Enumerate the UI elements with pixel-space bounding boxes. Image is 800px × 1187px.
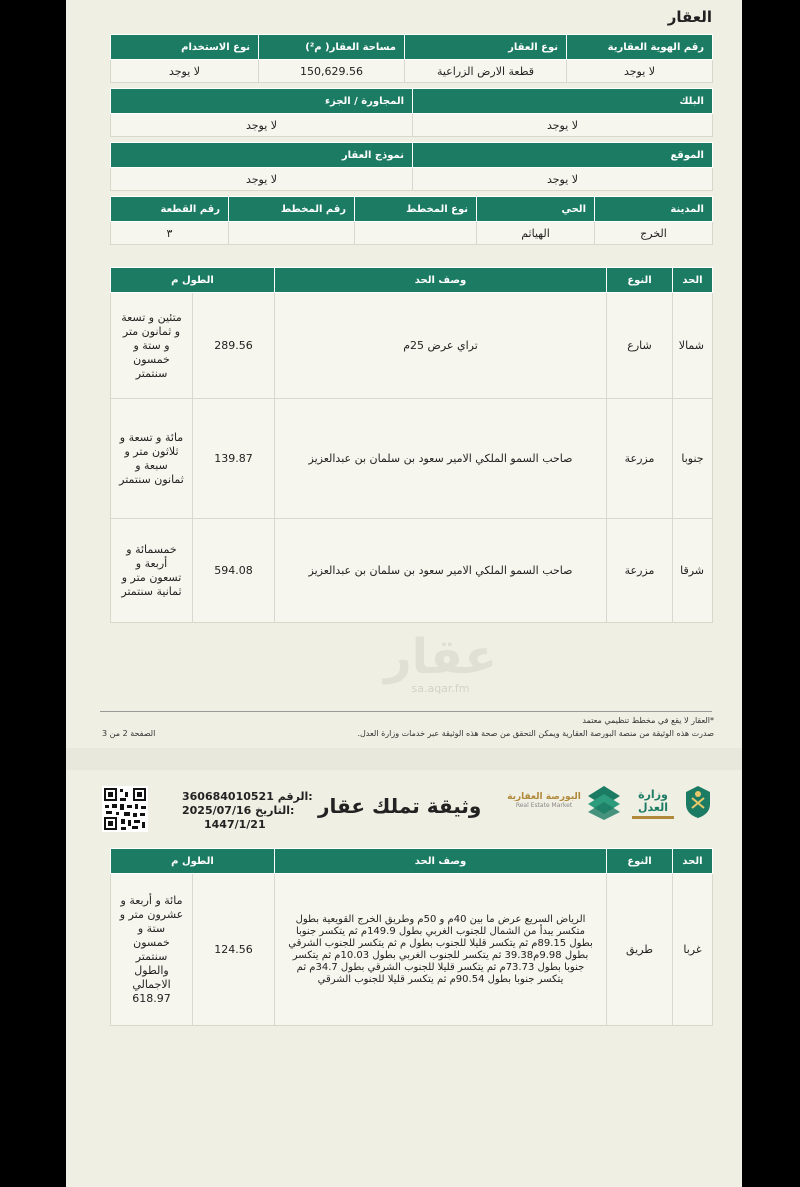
value-property-area: 150,629.56 bbox=[259, 60, 405, 83]
watermark-brand: عقار bbox=[384, 629, 497, 685]
value-plan-number bbox=[229, 222, 355, 245]
boundary-description: تراي عرض 25م bbox=[275, 293, 607, 399]
block-table bbox=[110, 88, 713, 137]
boundary-length-words: متئين و تسعة و ثمانون متر و ستة و خمسون سنتمتر bbox=[111, 293, 193, 399]
page-break bbox=[66, 748, 742, 770]
boundary-side: غربا bbox=[673, 874, 713, 1026]
header-neighborhood-part: المجاورة / الجزء bbox=[111, 89, 413, 114]
header-district: الحي bbox=[477, 197, 595, 222]
header-plot-number: رقم القطعة bbox=[111, 197, 229, 222]
boundary-length-words: مائة و أربعة و عشرون متر و ستة و خمسون سنتمتر والطول الاجمالي 618.97 bbox=[111, 874, 193, 1026]
value-block: لا يوجد bbox=[413, 114, 713, 137]
table-row bbox=[111, 519, 713, 623]
header-property-area: مساحة العقار( م²) bbox=[259, 35, 405, 60]
value-property-model: لا يوجد bbox=[111, 168, 413, 191]
ministry-of-justice-logo bbox=[626, 788, 680, 821]
footer-divider bbox=[100, 711, 712, 712]
header-plan-number: رقم المخطط bbox=[229, 197, 355, 222]
boundary-length: 139.87 bbox=[193, 399, 275, 519]
boundary-length: 289.56 bbox=[193, 293, 275, 399]
value-usage-type: لا يوجد bbox=[111, 60, 259, 83]
header-type: النوع bbox=[607, 849, 673, 874]
doc-hijri-date: 1447/1/21 bbox=[204, 818, 266, 831]
property-info-table bbox=[110, 34, 713, 83]
value-property-id: لا يوجد bbox=[567, 60, 713, 83]
document-header bbox=[66, 778, 742, 838]
boundary-type: طريق bbox=[607, 874, 673, 1026]
qr-code bbox=[102, 786, 148, 832]
footer-note-1: *العقار لا يقع في مخطط تنظيمي معتمد bbox=[582, 716, 714, 725]
header-side: الحد bbox=[673, 849, 713, 874]
table-row bbox=[111, 399, 713, 519]
boundary-side: جنوبا bbox=[673, 399, 713, 519]
header-side: الحد bbox=[673, 268, 713, 293]
ministry-logo-text: وزارة العدل bbox=[637, 788, 668, 814]
header-usage-type: نوع الاستخدام bbox=[111, 35, 259, 60]
boundary-side: شمالا bbox=[673, 293, 713, 399]
boundary-length-words: مائة و تسعة و ثلاثون متر و سبعة و ثمانون سنتمتر bbox=[111, 399, 193, 519]
doc-date-label: التاريخ: bbox=[255, 804, 295, 817]
table-row bbox=[111, 874, 713, 1026]
header-description: وصف الحد bbox=[275, 268, 607, 293]
boundary-type: مزرعة bbox=[607, 519, 673, 623]
header-length: الطول م bbox=[111, 849, 275, 874]
boundary-type: مزرعة bbox=[607, 399, 673, 519]
boundary-length: 124.56 bbox=[193, 874, 275, 1026]
building-icon bbox=[586, 784, 622, 820]
boundary-length: 594.08 bbox=[193, 519, 275, 623]
header-city: المدينة bbox=[595, 197, 713, 222]
ministry-logo-rule bbox=[632, 816, 674, 819]
boundary-length-words: خمسمائة و أربعة و تسعون متر و ثمانية سنتمتر bbox=[111, 519, 193, 623]
boundary-side: شرقا bbox=[673, 519, 713, 623]
header-block: البلك bbox=[413, 89, 713, 114]
doc-title: وثيقة تملك عقار bbox=[318, 794, 482, 818]
exchange-logo-text: البورصة العقارية bbox=[507, 792, 581, 802]
aqar-watermark bbox=[384, 629, 497, 695]
doc-number: 360684010521 bbox=[182, 790, 274, 803]
section-title: العقار bbox=[667, 8, 712, 26]
boundary-description: الرياض السريع عرض ما بين 40م و 50م وطريق الخرج القويعية بطول متكسر يبدأ من الشمال للجنوب الغربي بطول 149.9م ثم يتكسر جنوبا بطول 89.15م ثم يتكسر قليلا للجنوب بطول م ثم يتكسر للجنوب الشرقي بطول 9.98م39.38 ثم يتكسر للجنوب الغربي بطول 10.03م ثم يتكسر جنوبا بطول 73.73م ثم يتكسر قليلا للجنوب الشرقي بطول 34.7م ثم يتكسر جنوبا بطول 90.54م ثم يتكسر قليلا للجنوب الشرقي bbox=[275, 874, 607, 1026]
header-length: الطول م bbox=[111, 268, 275, 293]
value-plan-type bbox=[355, 222, 477, 245]
value-plot-number: ٣ bbox=[111, 222, 229, 245]
header-property-model: نموذج العقار bbox=[111, 143, 413, 168]
boundary-description: صاحب السمو الملكي الامير سعود بن سلمان بن عبدالعزيز bbox=[275, 399, 607, 519]
city-table bbox=[110, 196, 713, 245]
header-location: الموقع bbox=[413, 143, 713, 168]
exchange-logo-en: Real Estate Market bbox=[515, 802, 573, 809]
header-type: النوع bbox=[607, 268, 673, 293]
table-row bbox=[111, 293, 713, 399]
footer-note-2: صدرت هذه الوثيقة من منصة البورصة العقارية ويمكن التحقق من صحة هذه الوثيقة عبر خدمات وزارة العدل. bbox=[357, 729, 714, 738]
doc-date: 2025/07/16 bbox=[182, 804, 252, 817]
header-description: وصف الحد bbox=[275, 849, 607, 874]
doc-meta bbox=[182, 790, 313, 832]
boundary-description: صاحب السمو الملكي الامير سعود بن سلمان بن عبدالعزيز bbox=[275, 519, 607, 623]
location-table bbox=[110, 142, 713, 191]
value-city: الخرج bbox=[595, 222, 713, 245]
boundaries-table-continued bbox=[110, 848, 713, 1026]
boundaries-table bbox=[110, 267, 713, 623]
header-property-id: رقم الهوية العقارية bbox=[567, 35, 713, 60]
real-estate-market-logo bbox=[502, 792, 586, 809]
value-district: الهياثم bbox=[477, 222, 595, 245]
document-page bbox=[66, 0, 742, 1187]
page-number: الصفحة 2 من 3 bbox=[102, 729, 156, 738]
header-plan-type: نوع المخطط bbox=[355, 197, 477, 222]
doc-number-label: الرقم: bbox=[277, 790, 313, 803]
value-property-type: قطعة الارض الزراعية bbox=[405, 60, 567, 83]
boundary-type: شارع bbox=[607, 293, 673, 399]
emblem-icon bbox=[682, 784, 714, 820]
watermark-url: sa.aqar.fm bbox=[411, 682, 470, 695]
value-neighborhood-part: لا يوجد bbox=[111, 114, 413, 137]
value-location: لا يوجد bbox=[413, 168, 713, 191]
header-property-type: نوع العقار bbox=[405, 35, 567, 60]
